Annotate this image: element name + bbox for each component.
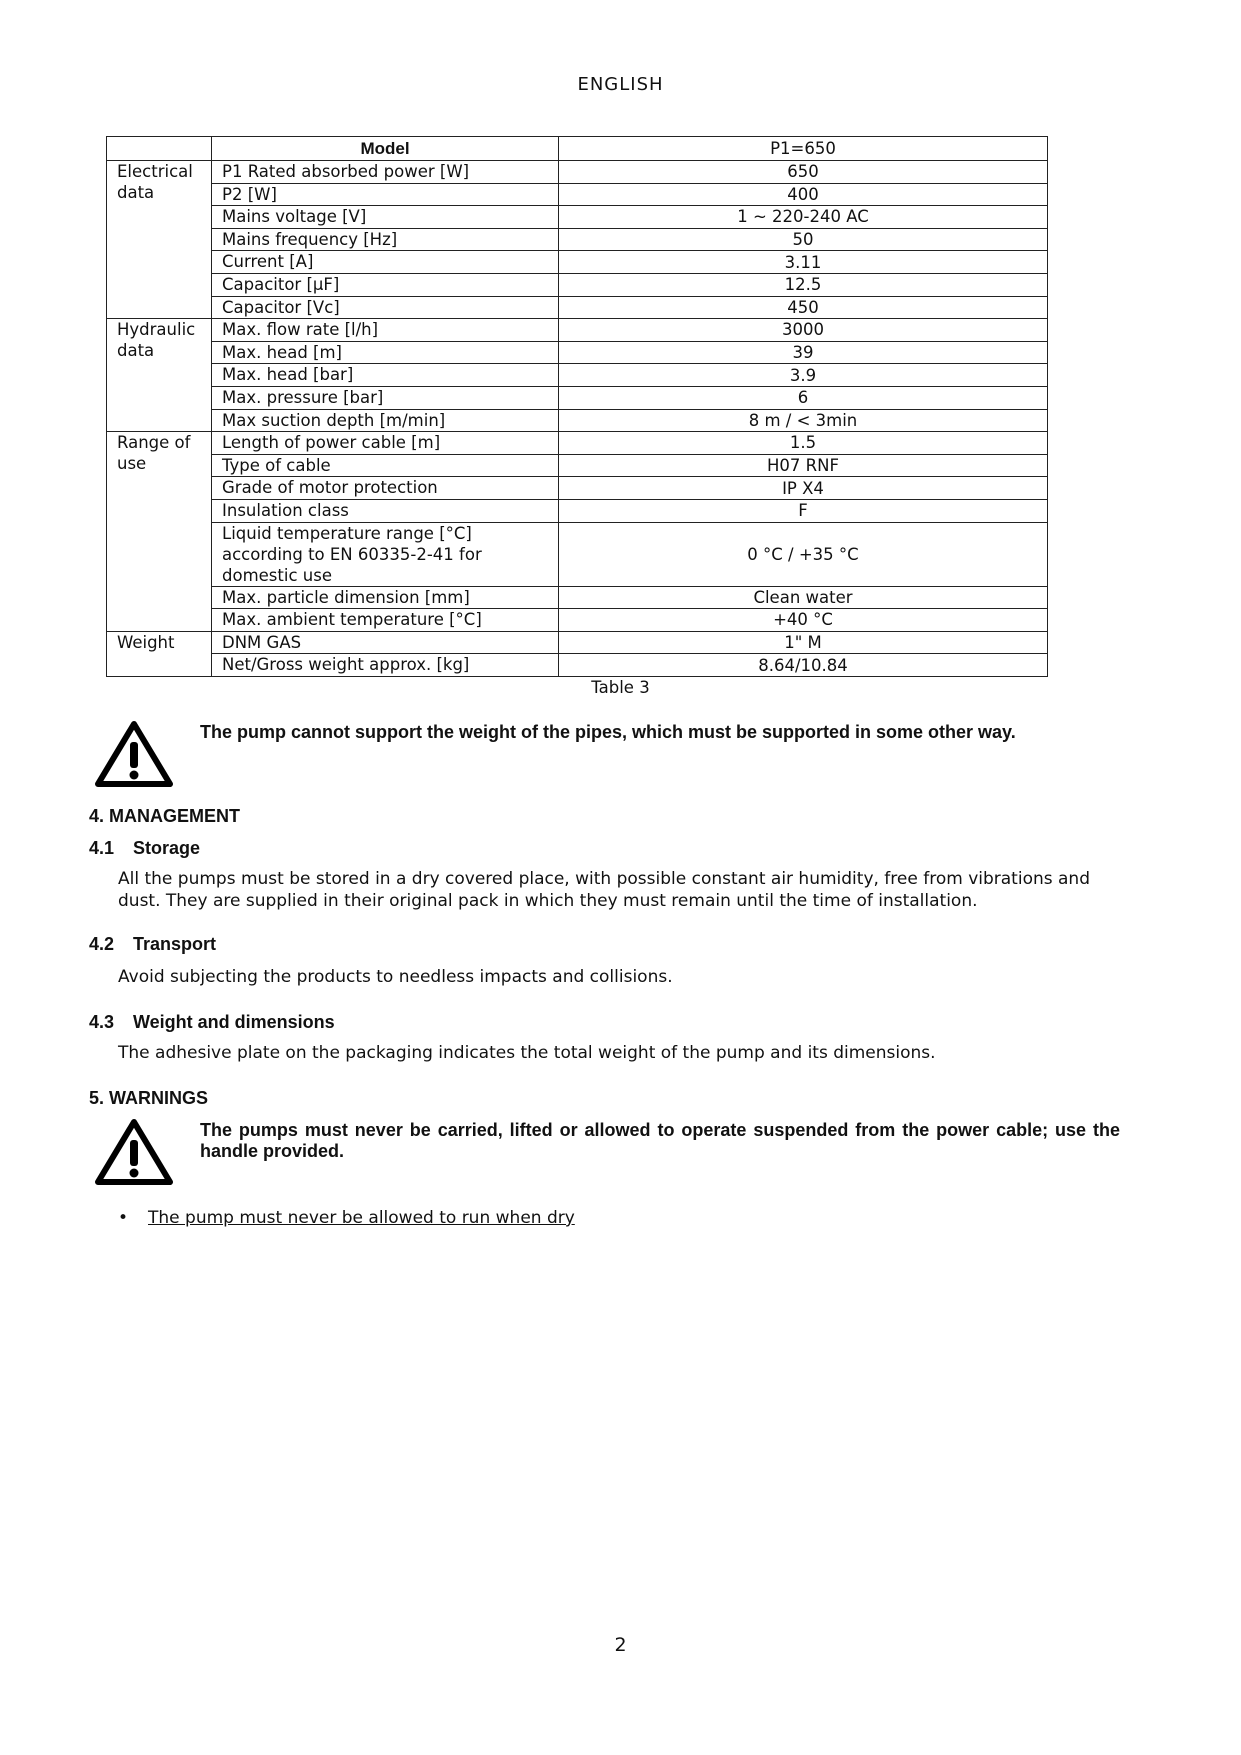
table-row xyxy=(107,319,1048,342)
param-cell: Mains voltage [V] xyxy=(212,206,559,229)
table-row xyxy=(107,499,1048,522)
value-cell: 12.5 xyxy=(559,273,1048,296)
spec-table xyxy=(106,136,1048,677)
value-cell: +40 °C xyxy=(559,609,1048,632)
table-row xyxy=(107,364,1048,387)
section-4-2-text: Avoid subjecting the products to needless impacts and collisions. xyxy=(118,967,673,987)
section-4-1-title: Storage xyxy=(133,838,201,858)
value-cell: H07 RNF xyxy=(559,454,1048,477)
table-row xyxy=(107,586,1048,609)
page-number: 2 xyxy=(614,1634,627,1656)
value-cell: 50 xyxy=(559,228,1048,251)
group-label: Range of use xyxy=(107,432,212,632)
table-row xyxy=(107,386,1048,409)
model-label: Model xyxy=(212,137,559,161)
table-row xyxy=(107,432,1048,455)
table-row xyxy=(107,273,1048,296)
value-cell: 650 xyxy=(559,161,1048,184)
table-row xyxy=(107,341,1048,364)
param-cell: DNM GAS xyxy=(212,631,559,654)
section-4-2-heading xyxy=(89,934,216,955)
table-row xyxy=(107,296,1048,319)
value-cell: 8 m / < 3min xyxy=(559,409,1048,432)
table-row xyxy=(107,654,1048,677)
table-row xyxy=(107,206,1048,229)
value-cell: IP X4 xyxy=(559,477,1048,500)
table-row xyxy=(107,631,1048,654)
page-header: ENGLISH xyxy=(577,74,664,95)
table-row xyxy=(107,161,1048,184)
param-cell: Max. pressure [bar] xyxy=(212,386,559,409)
section-4-1-heading xyxy=(89,838,200,859)
table-corner xyxy=(107,137,212,161)
table-row xyxy=(107,228,1048,251)
param-cell: Mains frequency [Hz] xyxy=(212,228,559,251)
group-label: Weight xyxy=(107,631,212,676)
param-cell: Max. flow rate [l/h] xyxy=(212,319,559,342)
dry-run-warning-text: The pump must never be allowed to run when dry xyxy=(148,1208,575,1228)
value-cell: 6 xyxy=(559,386,1048,409)
table-row xyxy=(107,522,1048,586)
table-row xyxy=(107,409,1048,432)
value-cell: 3.11 xyxy=(559,251,1048,274)
param-cell: Length of power cable [m] xyxy=(212,432,559,455)
value-cell: F xyxy=(559,499,1048,522)
param-cell: Max. ambient temperature [°C] xyxy=(212,609,559,632)
value-cell: 39 xyxy=(559,341,1048,364)
model-value: P1=650 xyxy=(559,137,1048,161)
table-caption: Table 3 xyxy=(591,678,650,697)
table-row xyxy=(107,609,1048,632)
value-cell: Clean water xyxy=(559,586,1048,609)
param-cell: P2 [W] xyxy=(212,183,559,206)
table-row xyxy=(107,454,1048,477)
table-row xyxy=(107,477,1048,500)
value-cell: 3.9 xyxy=(559,364,1048,387)
param-cell: Max suction depth [m/min] xyxy=(212,409,559,432)
bullet-dot: • xyxy=(118,1208,129,1228)
param-cell: Capacitor [Vc] xyxy=(212,296,559,319)
section-4-3-text: The adhesive plate on the packaging indicates the total weight of the pump and its dimensions. xyxy=(118,1043,936,1063)
param-cell: Max. particle dimension [mm] xyxy=(212,586,559,609)
value-cell: 0 °C / +35 °C xyxy=(559,522,1048,586)
table-row xyxy=(107,183,1048,206)
param-cell: Max. head [m] xyxy=(212,341,559,364)
section-4-2-number: 4.2 xyxy=(89,934,115,954)
warning-triangle-icon xyxy=(94,1118,174,1186)
param-cell: Grade of motor protection xyxy=(212,477,559,500)
section-4-3-number: 4.3 xyxy=(89,1012,115,1032)
section-5-title: 5. WARNINGS xyxy=(89,1088,209,1108)
param-cell: Current [A] xyxy=(212,251,559,274)
param-cell: Net/Gross weight approx. [kg] xyxy=(212,654,559,677)
param-cell: Liquid temperature range [°C] according to EN 60335-2-41 for domestic use xyxy=(212,522,559,586)
warning-pipes-text: The pump cannot support the weight of the pipes, which must be supported in some other way. xyxy=(200,722,1016,742)
value-cell: 1 ~ 220-240 AC xyxy=(559,206,1048,229)
spec-table-body xyxy=(107,161,1048,677)
table-header-row xyxy=(107,137,1048,161)
value-cell: 400 xyxy=(559,183,1048,206)
value-cell: 8.64/10.84 xyxy=(559,654,1048,677)
value-cell: 3000 xyxy=(559,319,1048,342)
list-item xyxy=(118,1208,575,1228)
warning-cable-text: The pumps must never be carried, lifted or allowed to operate suspended from the power cable; use the handle provided. xyxy=(200,1120,1120,1161)
param-cell: P1 Rated absorbed power [W] xyxy=(212,161,559,184)
section-4-3-heading xyxy=(89,1012,335,1033)
param-cell: Insulation class xyxy=(212,499,559,522)
group-label: Hydraulic data xyxy=(107,319,212,432)
table-row xyxy=(107,251,1048,274)
warning-triangle-icon xyxy=(94,720,174,788)
group-label: Electrical data xyxy=(107,161,212,319)
section-4-title: 4. MANAGEMENT xyxy=(89,806,241,826)
param-cell: Type of cable xyxy=(212,454,559,477)
section-4-2-title: Transport xyxy=(133,934,217,954)
param-cell: Capacitor [µF] xyxy=(212,273,559,296)
value-cell: 1.5 xyxy=(559,432,1048,455)
section-4-1-text: All the pumps must be stored in a dry covered place, with possible constant air humidity, free from vibrations and dust. They are supplied in their original pack in which they must remain until the time of installation. xyxy=(118,869,1090,911)
param-cell: Max. head [bar] xyxy=(212,364,559,387)
section-4-3-title: Weight and dimensions xyxy=(133,1012,335,1032)
value-cell: 1" M xyxy=(559,631,1048,654)
section-4-1-number: 4.1 xyxy=(89,838,115,858)
value-cell: 450 xyxy=(559,296,1048,319)
